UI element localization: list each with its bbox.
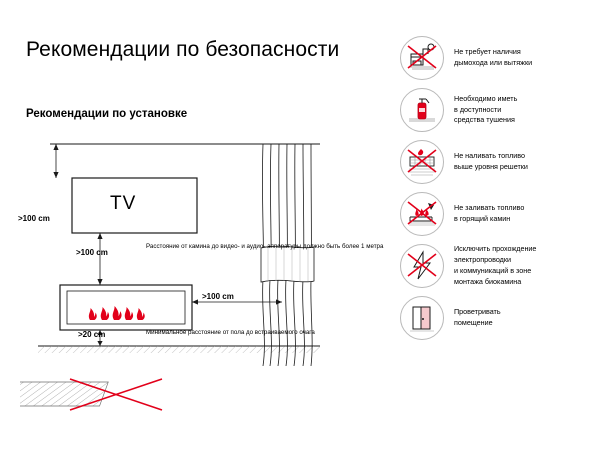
rule-text-ventilate	[454, 307, 501, 329]
fire-extinguisher-icon	[400, 88, 444, 132]
safety-rules-list	[400, 32, 590, 344]
ventilate-room-icon	[400, 296, 444, 340]
rule-wiring-line-2: электропроводки	[454, 255, 512, 265]
rule-extinguisher-line-1: Необходимо иметь	[454, 93, 518, 103]
installation-diagram	[18, 130, 384, 420]
no-wiring-icon	[400, 244, 444, 288]
rule-wiring-line-1: Исключить прохождение	[454, 244, 537, 254]
tv-note-line-3: должно быть более 1 метра	[302, 243, 384, 250]
chimney-not-required-icon	[400, 36, 444, 80]
rule-extinguisher-line-3: средства тушения	[454, 115, 515, 125]
rule-wiring-line-4: монтажа биокамина	[454, 276, 522, 286]
rule-extinguisher-line-2: в доступности	[454, 104, 502, 114]
rule-ventilate-line-1: Проветривать	[454, 307, 501, 317]
rule-row-extinguisher	[400, 84, 590, 136]
rule-ventilate-line-2: помещение	[454, 318, 493, 327]
dim-floor-to-fireplace: >20 cm	[78, 330, 106, 339]
tv-label: TV	[110, 193, 137, 214]
diagram-svg	[20, 130, 360, 420]
tv-distance-note	[146, 243, 383, 252]
page-title: Рекомендации по безопасности	[26, 38, 340, 61]
rule-chimney-line-1: Не требует наличия	[454, 47, 521, 57]
dim-tv-to-fireplace: >100 cm	[76, 248, 108, 257]
floor-note-line-2: до встраиваемого очага	[246, 329, 315, 336]
rule-text-extinguisher	[454, 94, 517, 126]
rule-refuel-line-1: Не заливать топливо	[454, 203, 525, 213]
rule-wiring-line-3: и коммуникаций в зоне	[454, 266, 532, 275]
rule-text-overfill	[454, 151, 528, 173]
rule-refuel-line-2: в горящий камин	[454, 214, 511, 223]
rule-row-overfill	[400, 136, 590, 188]
no-refuel-burning-icon	[400, 192, 444, 236]
rule-row-chimney	[400, 32, 590, 84]
section-subtitle: Рекомендации по установке	[26, 108, 188, 120]
rule-text-refuel	[454, 203, 524, 225]
rule-row-ventilate	[400, 292, 590, 344]
floor-note-line-1: Минимальное расстояние от пола	[146, 329, 245, 336]
tv-note-line-1: Расстояние от камина	[146, 243, 210, 250]
no-overfill-grate-icon	[400, 140, 444, 184]
rule-text-wiring	[454, 244, 536, 287]
rule-text-chimney	[454, 47, 532, 69]
rule-row-refuel	[400, 188, 590, 240]
floor-distance-note	[146, 329, 315, 338]
dim-ceiling-to-tv: >100 cm	[18, 214, 50, 223]
dim-fireplace-to-curtain: >100 cm	[202, 292, 234, 301]
rule-chimney-line-2: дымохода или вытяжки	[454, 58, 533, 67]
rule-row-wiring	[400, 240, 590, 292]
rule-overfill-line-1: Не наливать топливо	[454, 151, 526, 161]
tv-note-line-2: до видео- и аудио- аппаратуры	[211, 243, 302, 250]
rule-overfill-line-2: выше уровня решетки	[454, 162, 528, 171]
